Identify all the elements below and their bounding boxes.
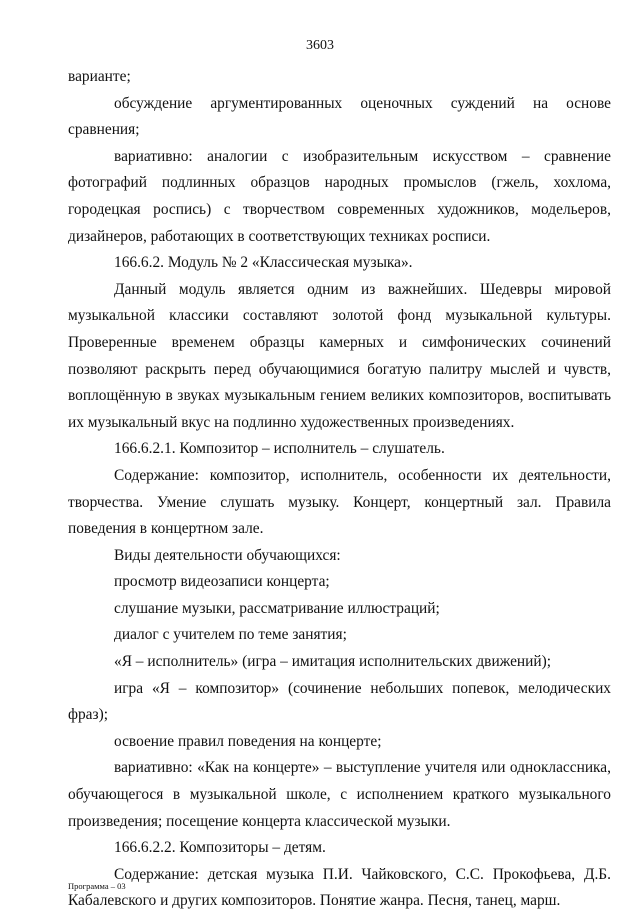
paragraph: Содержание: детская музыка П.И. Чайковского, С.С. Прокофьева, Д.Б. Кабалевского и других композиторов. Понятие жанра. Песня, танец, марш. <box>68 865 611 910</box>
paragraph: 166.6.2. Модуль № 2 «Классическая музыка». <box>114 254 413 272</box>
paragraph: игра «Я – композитор» (сочинение небольших попевок, мелодических фраз); <box>68 679 611 724</box>
page-number: 3603 <box>306 38 334 53</box>
paragraph: Данный модуль является одним из важнейших. Шедевры мировой музыкальной классики составляют золотой фонд музыкальной культуры. Проверенные временем образцы камерных и симфонических сочинений позволяют раскрыть перед обучающимися богатую палитру мыслей и чувств, воплощённую в звуках музыкальным гением великих композиторов, воспитывать их музыкальный вкус на подлинно художественных произведениях. <box>68 280 611 431</box>
paragraph: Содержание: композитор, исполнитель, особенности их деятельности, творчества. Умение слушать музыку. Концерт, концертный зал. Правила поведения в концертном зале. <box>68 466 611 538</box>
paragraph: вариативно: аналогии с изобразительным искусством – сравнение фотографий подлинных образцов народных промыслов (гжель, хохлома, городецкая роспись) с творчеством современных художников, модельеров, дизайнеров, работающих в соответствующих техниках росписи. <box>68 147 611 245</box>
paragraph: «Я – исполнитель» (игра – имитация исполнительских движений); <box>114 653 552 671</box>
paragraph: вариативно: «Как на концерте» – выступление учителя или одноклассника, обучающегося в музыкальной школе, с исполнением краткого музыкального произведения; посещение концерта классической музыки. <box>68 759 611 830</box>
paragraph: 166.6.2.1. Композитор – исполнитель – слушатель. <box>114 440 445 458</box>
paragraph: варианте; <box>68 68 131 85</box>
paragraph: слушание музыки, рассматривание иллюстраций; <box>114 599 440 617</box>
document-body <box>68 64 611 915</box>
paragraph: Виды деятельности обучающихся: <box>114 546 341 564</box>
paragraph: диалог с учителем по теме занятия; <box>114 626 347 644</box>
paragraph: 166.6.2.2. Композиторы – детям. <box>114 839 326 857</box>
paragraph: освоение правил поведения на концерте; <box>114 732 382 750</box>
paragraph: обсуждение аргументированных оценочных суждений на основе сравнения; <box>68 94 611 139</box>
paragraph: просмотр видеозаписи концерта; <box>114 573 330 591</box>
page-footer: Программа – 03 <box>68 881 126 891</box>
